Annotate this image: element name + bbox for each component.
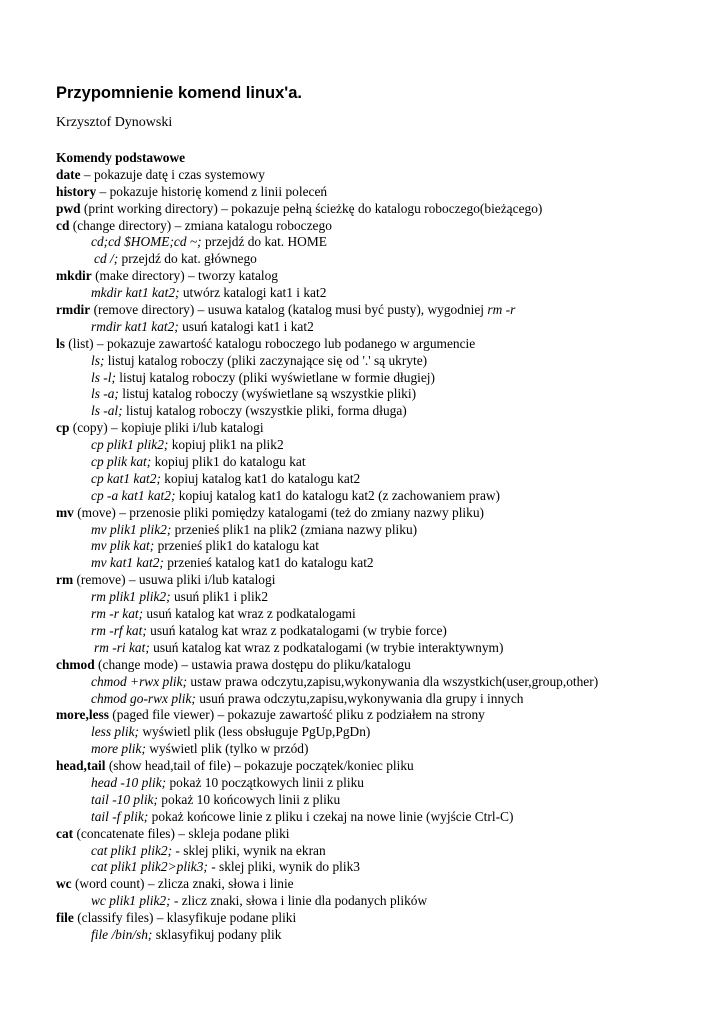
command-description: (word count) – zlicza znaki, słowa i linie	[71, 876, 294, 892]
example-description: pokaż 10 początkowych linii z pliku	[166, 774, 364, 790]
document-title: Przypomnienie komend linux'a.	[56, 84, 302, 102]
example-description: przejdź do kat. HOME	[201, 234, 327, 250]
command-line	[56, 876, 716, 893]
command-name: chmod	[56, 656, 95, 672]
example-description: listuj katalog roboczy (pliki zaczynające się od '.' są ukryte)	[104, 352, 428, 368]
example-line	[56, 589, 716, 606]
example-description: usuń katalog kat wraz z podkatalogami (w trybie interaktywnym)	[149, 639, 504, 655]
example-command: mv kat1 kat2;	[91, 555, 164, 571]
command-name: rmdir	[56, 302, 91, 318]
example-description: - zlicz znaki, słowa i linie dla podanych plików	[170, 893, 428, 909]
command-description: (remove directory) – usuwa katalog (katalog musi być pusty), wygodniej	[90, 302, 488, 318]
example-description: wyświetl plik (less obsługuje PgUp,PgDn)	[138, 724, 371, 740]
command-line	[56, 707, 716, 724]
example-line	[56, 471, 716, 488]
example-line	[56, 403, 716, 420]
example-line	[56, 691, 716, 708]
command-line	[56, 201, 716, 218]
example-command: tail -f plik;	[91, 808, 149, 824]
example-command: cd;cd $HOME;cd ~;	[91, 234, 202, 250]
example-line	[56, 775, 716, 792]
example-line	[56, 454, 716, 471]
example-line	[56, 674, 716, 691]
example-description: usuń plik1 i plik2	[170, 589, 269, 605]
example-description: pokaż 10 końcowych linii z pliku	[157, 791, 341, 807]
example-command: tail -10 plik;	[91, 791, 158, 807]
example-line	[56, 640, 716, 657]
inline-command: rm -r	[487, 302, 516, 318]
command-line	[56, 302, 716, 319]
command-name: file	[56, 910, 74, 926]
command-line	[56, 218, 716, 235]
command-line	[56, 826, 716, 843]
example-line	[56, 251, 716, 268]
command-description: (remove) – usuwa pliki i/lub katalogi	[73, 572, 276, 588]
example-description: kopiuj katalog kat1 do katalogu kat2 (z zachowaniem praw)	[175, 487, 501, 503]
example-description: pokaż końcowe linie z pliku i czekaj na nowe linie (wyjście Ctrl-C)	[148, 808, 514, 824]
command-name: date	[56, 166, 81, 182]
example-line	[56, 538, 716, 555]
command-description: (list) – pokazuje zawartość katalogu roboczego lub podanego w argumencie	[64, 335, 476, 351]
command-line	[56, 657, 716, 674]
example-description: listuj katalog roboczy (pliki wyświetlane w formie długiej)	[115, 369, 435, 385]
command-line	[56, 758, 716, 775]
command-name: mv	[56, 504, 74, 520]
example-line	[56, 234, 716, 251]
example-description: utwórz katalogi kat1 i kat2	[179, 285, 327, 301]
example-description: kopiuj plik1 na plik2	[168, 437, 284, 453]
command-line	[56, 572, 716, 589]
example-description: sklasyfikuj podany plik	[152, 926, 282, 942]
example-description: kopiuj katalog kat1 do katalogu kat2	[160, 470, 361, 486]
example-command: mv plik1 plik2;	[91, 521, 172, 537]
example-command: chmod go-rwx plik;	[91, 690, 196, 706]
command-description: – pokazuje datę i czas systemowy	[80, 166, 265, 182]
example-command: mv plik kat;	[91, 538, 155, 554]
command-name: mkdir	[56, 268, 92, 284]
example-line	[56, 555, 716, 572]
example-line	[56, 843, 716, 860]
example-command: ls -a;	[91, 386, 119, 402]
command-line	[56, 167, 716, 184]
example-command: cp plik1 plik2;	[91, 437, 169, 453]
example-line	[56, 437, 716, 454]
command-name: pwd	[56, 200, 81, 216]
section-heading: Komendy podstawowe	[56, 150, 186, 165]
example-command: cat plik1 plik2;	[91, 842, 173, 858]
example-command: wc plik1 plik2;	[91, 893, 171, 909]
example-line	[56, 370, 716, 387]
document-author: Krzysztof Dynowski	[56, 115, 173, 130]
example-command: file /bin/sh;	[91, 926, 153, 942]
command-list	[56, 167, 716, 944]
command-description: (make directory) – tworzy katalog	[91, 268, 278, 284]
example-description: - sklej pliki, wynik na ekran	[172, 842, 326, 858]
example-description: listuj katalog roboczy (wyświetlane są wszystkie pliki)	[118, 386, 417, 402]
example-description: usuń katalog kat wraz z podkatalogami (w trybie force)	[146, 622, 447, 638]
example-description: przenieś katalog kat1 do katalogu kat2	[163, 555, 374, 571]
command-name: history	[56, 183, 97, 199]
command-description: (copy) – kopiuje pliki i/lub katalogi	[69, 420, 264, 436]
command-description: – pokazuje historię komend z linii poleceń	[96, 183, 328, 199]
example-line	[56, 353, 716, 370]
example-command: chmod +rwx plik;	[91, 673, 188, 689]
example-line	[56, 623, 716, 640]
example-description: usuń prawa odczytu,zapisu,wykonywania dla grupy i innych	[195, 690, 524, 706]
command-name: cp	[56, 420, 70, 436]
example-command: ls -al;	[91, 403, 123, 419]
command-description: (change mode) – ustawia prawa dostępu do pliku/katalogu	[94, 656, 411, 672]
example-command: rm -ri kat;	[94, 639, 150, 655]
example-description: przenieś plik1 do katalogu kat	[154, 538, 319, 554]
command-description: (print working directory) – pokazuje pełną ścieżkę do katalogu roboczego(bieżącego)	[80, 200, 543, 216]
document-content	[56, 150, 716, 944]
command-description: (change directory) – zmiana katalogu roboczego	[69, 217, 332, 233]
command-line	[56, 420, 716, 437]
example-description: kopiuj plik1 do katalogu kat	[151, 454, 306, 470]
example-command: ls;	[91, 352, 105, 368]
example-line	[56, 606, 716, 623]
example-description: listuj katalog roboczy (wszystkie pliki, forma długa)	[122, 403, 407, 419]
command-name: head,tail	[56, 758, 106, 774]
example-description: - sklej pliki, wynik do plik3	[207, 859, 361, 875]
command-name: wc	[56, 876, 72, 892]
example-command: mkdir kat1 kat2;	[91, 285, 180, 301]
example-command: cp kat1 kat2;	[91, 470, 161, 486]
example-command: head -10 plik;	[91, 774, 167, 790]
command-line	[56, 505, 716, 522]
command-description: (paged file viewer) – pokazuje zawartość pliku z podziałem na strony	[108, 707, 485, 723]
example-line	[56, 285, 716, 302]
example-line	[56, 319, 716, 336]
example-description: przejdź do kat. głównego	[118, 251, 257, 267]
example-line	[56, 488, 716, 505]
command-name: ls	[56, 335, 65, 351]
command-name: more,less	[56, 707, 109, 723]
example-command: rm plik1 plik2;	[91, 589, 171, 605]
command-line	[56, 910, 716, 927]
command-name: rm	[56, 572, 74, 588]
command-line	[56, 268, 716, 285]
command-description: (show head,tail of file) – pokazuje początek/koniec pliku	[105, 758, 414, 774]
example-description: przenieś plik1 na plik2 (zmiana nazwy pliku)	[171, 521, 418, 537]
example-description: ustaw prawa odczytu,zapisu,wykonywania dla wszystkich(user,group,other)	[187, 673, 599, 689]
command-name: cat	[56, 825, 74, 841]
command-description: (move) – przenosie pliki pomiędzy katalogami (też do zmiany nazwy pliku)	[73, 504, 485, 520]
command-line	[56, 184, 716, 201]
example-line	[56, 724, 716, 741]
example-line	[56, 927, 716, 944]
command-description: (classify files) – klasyfikuje podane pliki	[73, 910, 297, 926]
example-description: usuń katalogi kat1 i kat2	[178, 318, 314, 334]
example-command: ls -l;	[91, 369, 116, 385]
example-command: cp -a kat1 kat2;	[91, 487, 176, 503]
example-command: cp plik kat;	[91, 454, 152, 470]
command-line	[56, 336, 716, 353]
example-command: rm -r kat;	[91, 606, 144, 622]
example-command: rmdir kat1 kat2;	[91, 318, 179, 334]
command-description: (concatenate files) – skleja podane pliki	[73, 825, 290, 841]
command-name: cd	[56, 217, 70, 233]
example-line	[56, 792, 716, 809]
example-command: rm -rf kat;	[91, 622, 147, 638]
example-command: less plik;	[91, 724, 139, 740]
example-line	[56, 741, 716, 758]
example-line	[56, 386, 716, 403]
example-command: cd /;	[94, 251, 119, 267]
example-line	[56, 859, 716, 876]
example-command: more plik;	[91, 741, 146, 757]
example-line	[56, 893, 716, 910]
example-line	[56, 522, 716, 539]
example-description: usuń katalog kat wraz z podkatalogami	[143, 606, 356, 622]
example-command: cat plik1 plik2>plik3;	[91, 859, 208, 875]
example-line	[56, 809, 716, 826]
example-description: wyświetl plik (tylko w przód)	[145, 741, 309, 757]
